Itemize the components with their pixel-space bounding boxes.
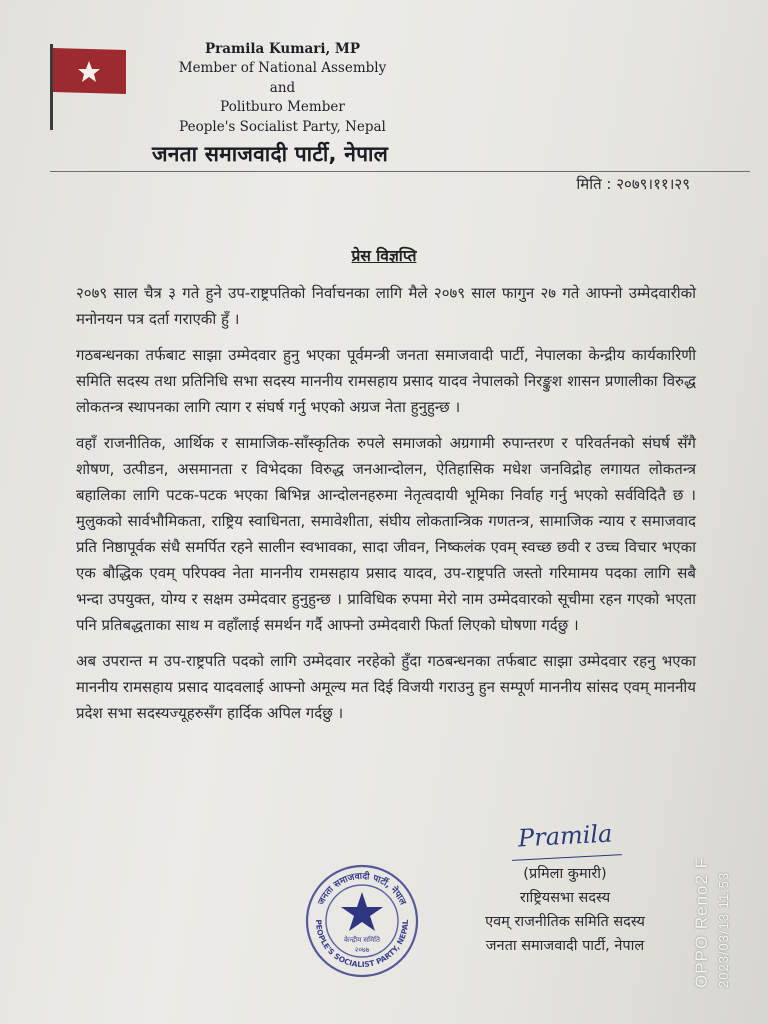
header-divider bbox=[50, 171, 750, 172]
party-flag-icon bbox=[48, 42, 130, 130]
paragraph-4: अब उपरान्त म उप-राष्ट्रपति पदको लागि उम्मेदवार नरहेको हुँदा गठबन्धनका तर्फबाट साझा उम्मेदवार रहनु भएका माननीय रामसहाय प्रसाद यादवलाई आफ्नो अमूल्य मत दिई विजयी गराउनु हुन सम्पूर्ण माननीय सांसद एवम् माननीय प्रदेश सभा सदस्यज्यूहरुसँग हार्दिक अपिल गर्दछु । bbox=[76, 652, 696, 722]
press-release-title: प्रेस विज्ञप्ति bbox=[351, 247, 417, 265]
handwritten-signature: Pramila bbox=[517, 819, 614, 853]
press-release-title-row bbox=[0, 244, 768, 266]
seal-star-icon bbox=[341, 892, 383, 931]
paragraph-1: २०७९ साल चैत्र ३ गते हुने उप-राष्ट्रपतिको निर्वाचनका लागि मैले २०७९ साल फागुन २७ गते आफ्नो उम्मेदवारीको मनोनयन पत्र दर्ता गराएकी हुँ । bbox=[76, 284, 696, 328]
seal-bottom-text: PEOPLE'S SOCIALIST PARTY, NEPAL bbox=[313, 919, 411, 970]
letterhead-line-3: Politburo Member bbox=[220, 99, 345, 115]
document-date: मिति : २०७९।११।२९ bbox=[576, 175, 690, 193]
letterhead bbox=[160, 40, 405, 137]
paragraph-3: वहाँ राजनीतिक, आर्थिक र सामाजिक-साँस्कृतिक रुपले समाजको अग्रगामी रुपान्तरण र परिवर्तनको संघर्ष सँगै शोषण, उत्पीडन, असमानता र विभेदका विरुद्ध जनआन्दोलन, ऐतिहासिक मधेश जनविद्रोह लगायत लोकतन्त्र बहालिका लागि पटक-पटक भएका बिभिन्न आन्दोलनहरुमा नेतृत्वदायी भूमिका निर्वाह गर्नु भएको सर्वविदितै छ । मुलुकको सार्वभौमिकता, राष्ट्रिय स्वाधिनता, समावेशीता, संघीय लोकतान्त्रिक गणतन्त्र, सामाजिक न्याय र समाजवाद प्रति निष्ठापूर्वक संधै समर्पित रहने सालीन स्वभावका, सादा जीवन, निष्कलंक एवम् स्वच्छ छवी र उच्च विचार भएका एक बौद्धिक एवम् परिपक्व नेता माननीय रामसहाय प्रसाद यादव, उप-राष्ट्रपति जस्तो गरिमामय पदका लागि सबै भन्दा उपयुक्त, योग्य र सक्षम उम्मेदवार हुनुहुन्छ । प्राविधिक रुपमा मेरो नाम उम्मेदवारको सूचीमा रहन गएको भएता पनि प्रतिबद्धताका साथ म वहाँलाई समर्थन गर्दै आफ्नो उम्मेदवारी फिर्ता लिएको घोषणा गर्दछु । bbox=[76, 434, 696, 634]
letterhead-line-4: People's Socialist Party, Nepal bbox=[179, 118, 386, 135]
party-seal-stamp bbox=[303, 862, 421, 980]
party-name-nepali: जनता समाजवादी पार्टी, नेपाल bbox=[152, 142, 389, 166]
signatory-name: (प्रमिला कुमारी) bbox=[523, 866, 607, 882]
signatory-title-1: राष्ट्रियसभा सदस्य bbox=[519, 890, 611, 906]
camera-watermark-timestamp: 2023/03/13 11:53 bbox=[716, 871, 731, 988]
signatory-title-2: एवम् राजनीतिक समिति सदस्य bbox=[485, 914, 645, 930]
seal-center-text: केन्द्रीय समिति bbox=[344, 936, 380, 944]
letterhead-line-1: Member of National Assembly bbox=[178, 60, 387, 76]
paragraph-2: गठबन्धनका तर्फबाट साझा उम्मेदवार हुनु भएका पूर्वमन्त्री जनता समाजवादी पार्टी, नेपालका केन्द्रीय कार्यकारिणी समिति सदस्य तथा प्रतिनिधि सभा सदस्य माननीय रामसहाय प्रसाद यादव नेपालको निरङ्कुश शासन प्रणालीका विरुद्ध लोकतन्त्र स्थापनका लागि त्याग र संघर्ष गर्नु भएको अग्रज नेता हुनुहुन्छ । bbox=[76, 346, 696, 416]
svg-text:PEOPLE'S SOCIALIST PARTY, NEPA bbox=[314, 919, 410, 969]
signatory-title-3: जनता समाजवादी पार्टी, नेपाल bbox=[485, 938, 645, 954]
letterhead-name: Pramila Kumari, MP bbox=[204, 41, 361, 57]
seal-year: २०७७ bbox=[354, 946, 370, 954]
document-body bbox=[76, 280, 696, 736]
signature-block bbox=[460, 862, 670, 958]
letterhead-line-2: and bbox=[269, 79, 296, 96]
camera-watermark-device: OPPO Reno2 F bbox=[692, 856, 711, 988]
signature-underline bbox=[512, 854, 622, 861]
seal-top-text: जनता समाजवादी पार्टी, नेपाल bbox=[316, 871, 408, 907]
